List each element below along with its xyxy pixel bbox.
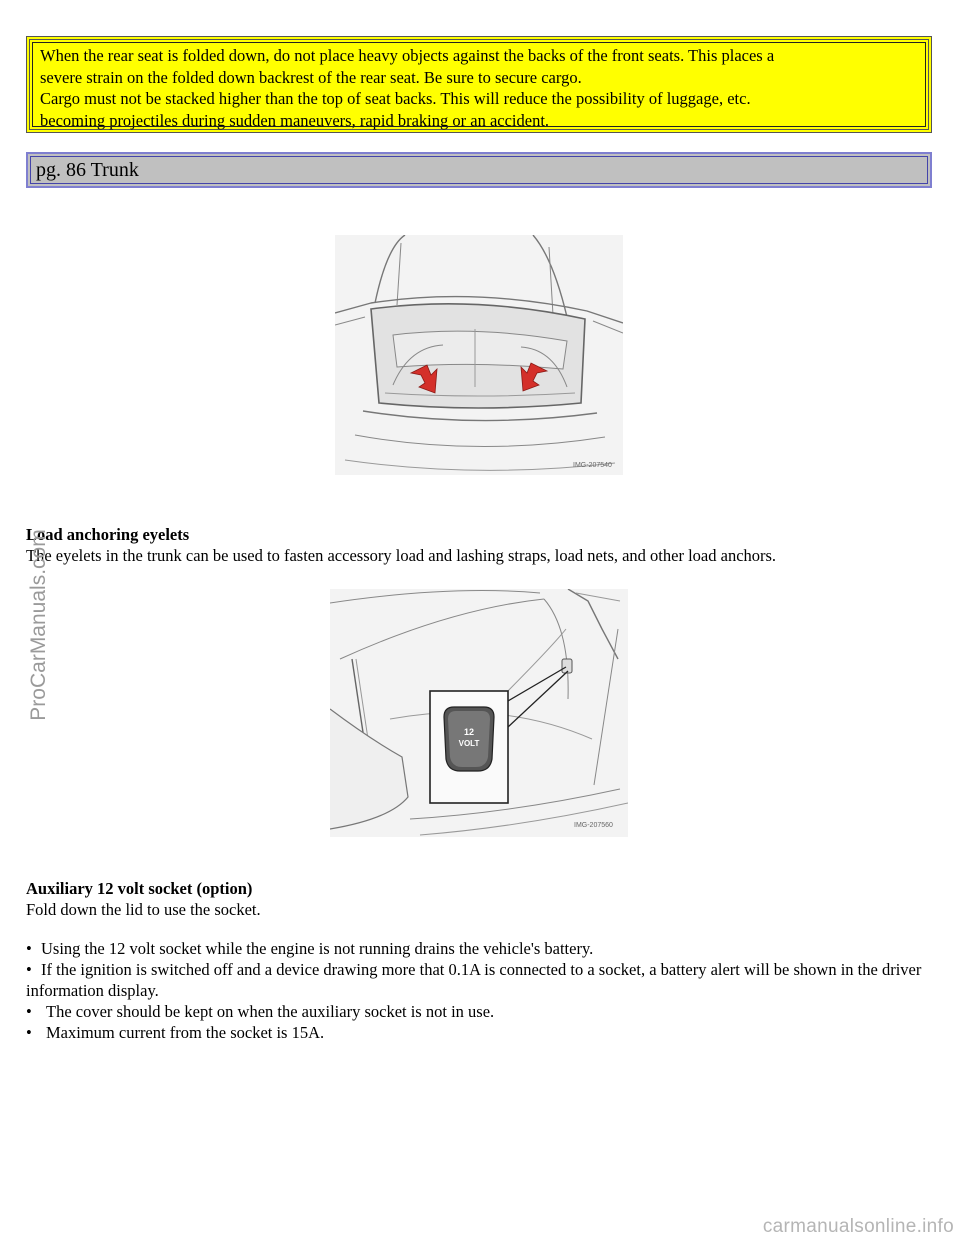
socket-label-volt: VOLT — [458, 739, 480, 748]
socket-bullet-list — [26, 938, 936, 1043]
warning-box — [26, 36, 932, 133]
socket-section — [26, 878, 261, 920]
bullet-item: • Maximum current from the socket is 15A. — [26, 1022, 936, 1043]
socket-figure-code: IMG-207560 — [574, 822, 613, 829]
socket-label-number: 12 — [463, 727, 475, 737]
section-title: pg. 86 Trunk — [36, 159, 139, 181]
side-watermark — [24, 510, 54, 740]
anchoring-section — [26, 524, 776, 566]
bottom-watermark: carmanualsonline.info — [762, 1216, 954, 1237]
warning-line-4: becoming projectiles during sudden maneuvers, rapid braking or an accident. — [40, 110, 550, 130]
warning-line-3: Cargo must not be stacked higher than the top of seat backs. This will reduce the possibility of luggage, etc. — [40, 89, 751, 108]
trunk-illustration — [335, 235, 623, 475]
warning-line-1: When the rear seat is folded down, do not place heavy objects against the backs of the front seats. This places a — [40, 46, 775, 65]
bullet-item: • The cover should be kept on when the auxiliary socket is not in use. — [26, 1001, 936, 1022]
section-header — [26, 152, 932, 188]
socket-body: Fold down the lid to use the socket. — [26, 900, 261, 919]
trunk-drawing — [335, 235, 623, 475]
socket-drawing — [330, 589, 628, 837]
anchoring-body: The eyelets in the trunk can be used to fasten accessory load and lashing straps, load nets, and other load anchors. — [26, 546, 777, 565]
bullet-item: • If the ignition is switched off and a device drawing more that 0.1A is connected to a socket, a battery alert will be shown in the driver information display. — [26, 959, 936, 1001]
trunk-figure-code: IMG-207540 — [573, 462, 612, 469]
side-watermark-text: ProCarManuals.com — [27, 529, 50, 721]
socket-heading: Auxiliary 12 volt socket (option) — [26, 879, 253, 898]
socket-illustration — [330, 589, 628, 837]
anchoring-heading: Load anchoring eyelets — [26, 525, 190, 544]
bullet-item: • Using the 12 volt socket while the engine is not running drains the vehicle's battery. — [26, 938, 936, 959]
warning-line-2: severe strain on the folded down backrest of the rear seat. Be sure to secure cargo. — [40, 67, 582, 87]
